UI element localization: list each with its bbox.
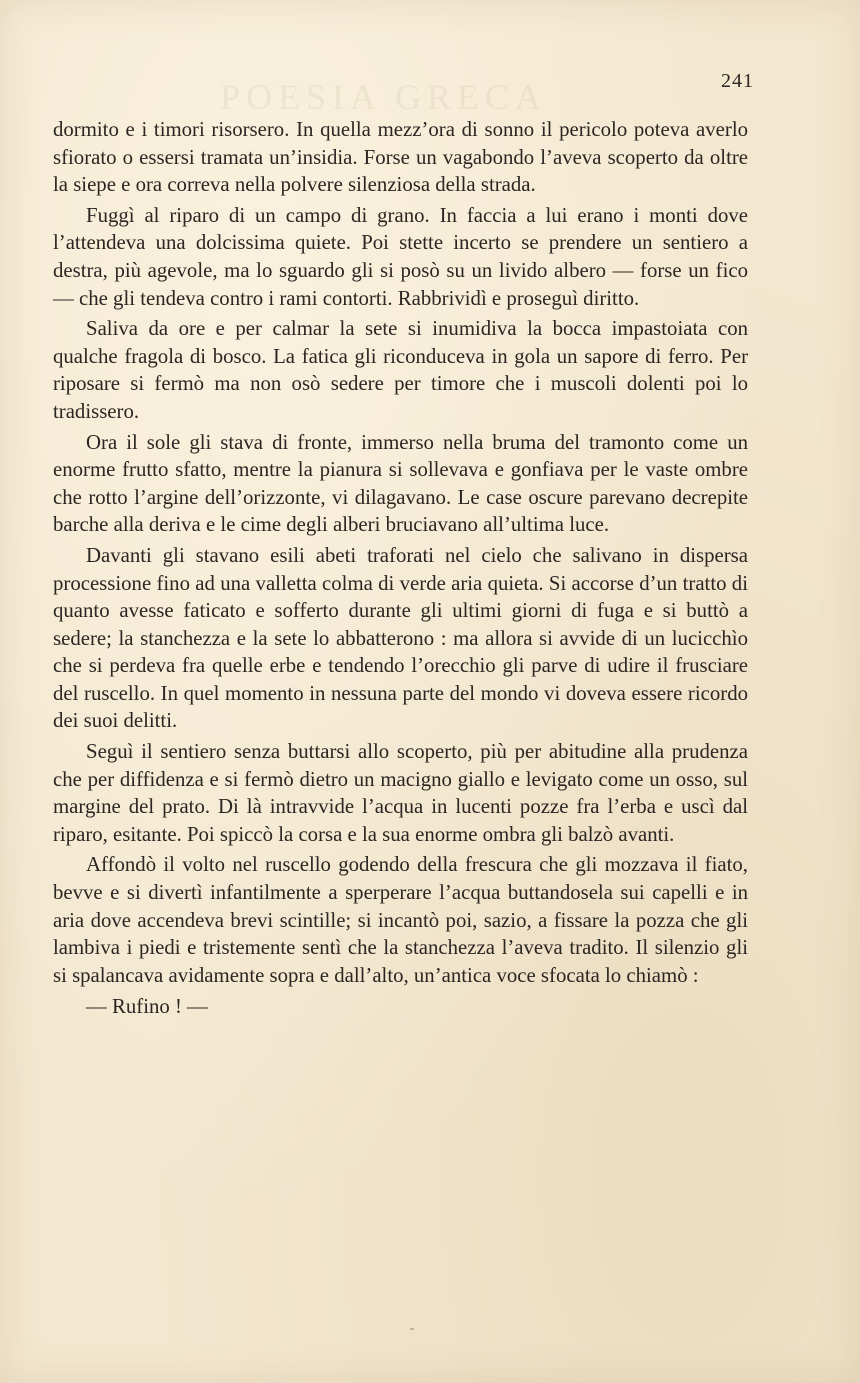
paragraph: dormito e i timori risorsero. In quella mezz’ora di sonno il pericolo poteva averlo sfiorato o essersi tramata un’insidia. Forse un vagabondo l’aveva scoperto da oltre la siepe e ora correva nella polvere silenziosa della strada. [53,118,748,197]
paragraph: Fuggì al riparo di un campo di grano. In faccia a lui erano i monti dove l’attendeva una dolcissima quiete. Poi stette incerto se prendere un sentiero a destra, più agevole, ma lo sguardo gli si posò su un livido albero — forse un fico — che gli tendeva contro i rami contorti. Rabbrividì e proseguì diritto. [53,203,748,310]
paragraph: Seguì il sentiero senza buttarsi allo scoperto, più per abitudine alla prudenza che per diffidenza e si fermò dietro un macigno giallo e levigato come un osso, sul margine del prato. Di là intravvide l’acqua in lucenti pozze fra l’erba e uscì dal riparo, esitante. Poi spiccò la corsa e la sua enorme ombra gli balzò avanti. [53,740,748,846]
paragraph: Affondò il volto nel ruscello godendo della frescura che gli mozzava il fiato, bevve e si divertì infantilmente a sperperare l’acqua buttandosela sui capelli e in aria dove accendeva brevi scintille; si incantò poi, sazio, a fissare la pozza che gli lambiva i piedi e tristemente sentì che la stanchezza l’aveva tradito. Il silenzio gli si spalancava avidamente sopra e dall’alto, un’antica voce sfocata lo chiamò : [53,853,748,987]
ink-speck [58,643,64,645]
bleed-through-header: POESIA GRECA [220,77,548,117]
paragraph: Davanti gli stavano esili abeti traforati nel cielo che salivano in dispersa processione fino ad una valletta colma di verde aria quieta. Si accorse d’un tratto di quanto avesse faticato e sofferto durante gli ultimi giorni di fuga e si buttò a sedere; la stanchezza e la sete lo abbatterono : ma allora si avvide di un lucicchìo che si perdeva fra quelle erbe e tendendo l’orecchio gli parve di udire il frusciare del ruscello. In quel momento in nessuna parte del mondo vi doveva essere ricordo dei suoi delitti. [53,543,748,733]
body-text [53,116,748,1024]
dialogue-line: — Rufino ! — [86,995,208,1019]
paragraph: Saliva da ore e per calmar la sete si inumidiva la bocca impastoiata con qualche fragola di bosco. La fatica gli riconduceva in gola un sapore di ferro. Per riposare si fermò ma non osò sedere per timore che i muscoli dolenti poi lo tradissero. [53,317,748,423]
paragraph: Ora il sole gli stava di fronte, immerso nella bruma del tramonto come un enorme frutto sfatto, mentre la pianura si sollevava e gonfiava per le vaste ombre che rotto l’argine dell’orizzonte, vi dilagavano. Le case oscure parevano decrepite barche alla deriva e le cime degli alberi bruciavano all’ultima luce. [53,430,748,537]
ink-speck [410,1328,414,1330]
page-number: 241 [721,70,754,92]
